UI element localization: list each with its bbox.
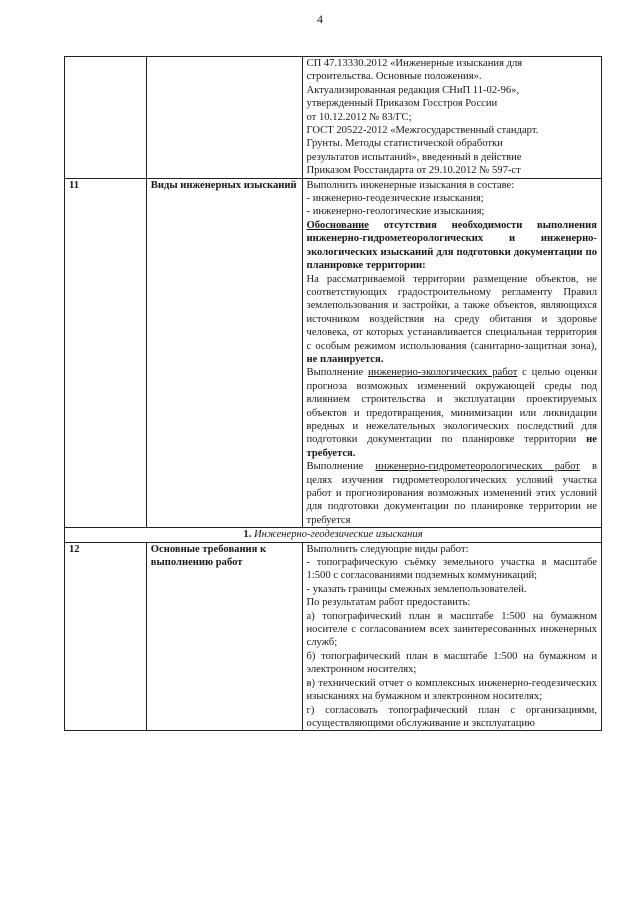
standard-line: СП 47.13330.2012 «Инженерные изыскания для — [306, 58, 523, 69]
table-row-continuation — [65, 57, 602, 179]
cell-standards-list — [302, 57, 601, 179]
specification-table — [64, 56, 602, 731]
section-name: Инженерно-геодезические изыскания — [251, 529, 423, 541]
row-description — [302, 542, 601, 731]
standard-line: Актуализированная редакция СНиП 11-02-96», — [306, 84, 520, 96]
standard-line: Приказом Росстандарта от 29.10.2012 № 597-ст — [306, 165, 521, 177]
paragraph-2: Выполнение инженерно-экологических работ с целью оценки прогноза возможных изменений окружающей среды под влиянием строительства и эксплуатации проектируемых объектов и предотвращения, минимизации или ликвидации вредных и нежелательных экологических последствий для подготовки документации по планировке территории не требуется. — [306, 367, 597, 459]
row-number: 11 — [65, 178, 147, 528]
paragraph-3: Выполнение инженерно-гидрометеорологических работ в целях изучения гидрометеорологических условий участка работ и прогнозирования возможных изменений этих условий для подготовки документации по планировке территории не требуется — [306, 461, 597, 526]
justification-text: отсутствия необходимости выполнения инженерно-гидрометеорологических и инженерно-экологических изысканий для подготовки документации по планировке территории: — [306, 219, 597, 272]
row-title: Виды инженерных изысканий — [146, 178, 302, 528]
survey-item: - инженерно-геологические изыскания; — [306, 206, 485, 218]
section-title — [65, 528, 602, 542]
requirement-line: Выполнить следующие виды работ: — [306, 543, 469, 555]
emphasis-not-planned: не планируется. — [306, 353, 384, 365]
hydromet-works-term: инженерно-гидрометеорологических работ — [375, 461, 580, 473]
requirement-line: г) согласовать топографический план с организациями, осуществляющими обслуживание и эксплуатацию — [306, 704, 597, 729]
standard-line: результатов испытаний», введенный в действие — [306, 151, 522, 163]
standard-line: от 10.12.2012 № 83/ГС; — [306, 111, 412, 123]
requirement-line: а) топографический план в масштабе 1:500 на бумажном носителе с согласованием всех заинтересованных инженерных служб; — [306, 610, 597, 649]
survey-item: - инженерно-геодезические изыскания; — [306, 193, 484, 205]
row-title: Основные требования к выполнению работ — [146, 542, 302, 731]
requirement-line: По результатам работ предоставить: — [306, 597, 471, 609]
cell-number-empty — [65, 57, 147, 179]
table-row-12 — [65, 542, 602, 731]
page-number: 4 — [317, 12, 323, 26]
justification-word: Обоснование — [306, 219, 369, 231]
emphasis-not-required: не требуется. — [306, 434, 597, 459]
requirement-line: б) топографический план в масштабе 1:500 на бумажном и электронном носителях; — [306, 650, 597, 676]
standard-line: ГОСТ 20522-2012 «Межгосударственный стандарт. — [306, 125, 539, 137]
requirement-line: в) технический отчет о комплексных инженерно-геодезических изысканиях на бумажном и электронном носителях; — [306, 677, 597, 703]
cell-name-empty — [146, 57, 302, 179]
justification-heading — [307, 219, 597, 273]
paragraph-1: На рассматриваемой территории размещение объектов, не соответствующих градостроительному регламенту Правил землепользования и застройки, а также объектов, являющихся источником воздействия на среду обитания и здоровье человека, от которых устанавливается специальная территория с особым режимом использования (санитарно-защитная зона), не планируется. — [306, 273, 597, 365]
standard-line: Грунты. Методы статистической обработки — [306, 138, 503, 150]
standard-line: утвержденный Приказом Госстроя России — [306, 98, 498, 110]
table-row-11 — [65, 178, 602, 528]
requirement-line: - указать границы смежных землепользователей. — [306, 583, 527, 595]
section-header-row — [65, 528, 602, 542]
requirement-line: - топографическую съёмку земельного участка в масштабе 1:500 с согласованиями подземных коммуникаций; — [306, 557, 597, 582]
row-number: 12 — [65, 542, 147, 731]
row-description — [302, 178, 601, 528]
intro-line: Выполнить инженерные изыскания в составе: — [306, 179, 515, 191]
standard-line: строительства. Основные положения». — [306, 71, 482, 83]
section-number: 1. — [243, 529, 252, 541]
ecological-works-term: инженерно-экологических работ — [368, 367, 518, 379]
